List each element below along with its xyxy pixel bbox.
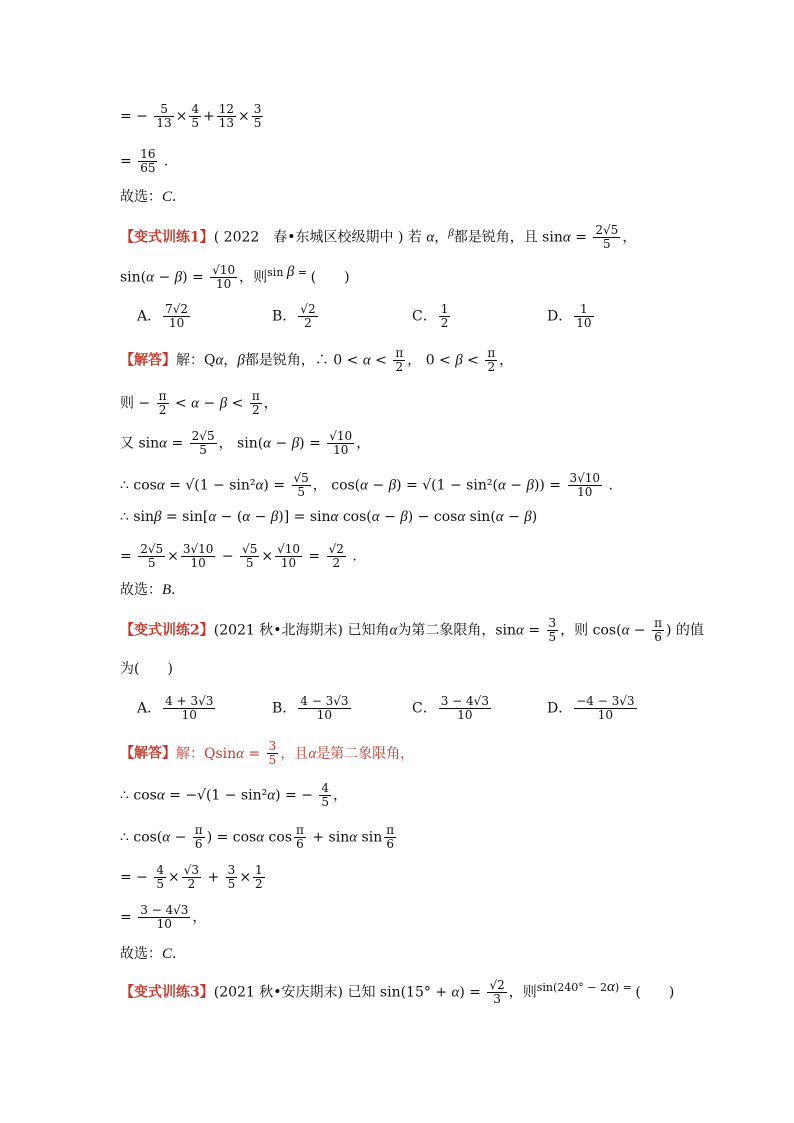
solution-2-line: 【解答】解：Qsinα = $\frac{3}{5}$ ，且α是第二象限角，	[120, 739, 415, 767]
option-d[interactable]: D． $\frac{-4 - 3√3}{10}$	[547, 694, 635, 722]
exercise-2-title-cont: 为( )	[120, 661, 173, 677]
solution-2-line: ∴ cosα = −√(1 − sin²α) = − $\frac{4}{5}$ ，	[120, 781, 348, 809]
exercise-2-title: 【变式训练2】(2021 秋•北海期末) 已知角α为第二象限角，sinα = $\frac{3}{5}$ ，则 cos(α − $\frac{\pi}{6}$ ) 的值	[120, 616, 704, 644]
exercise-1-condition: sin(α − β) = $\frac{√10}{10}$ ，则$^{sin \beta =}$ ( )	[120, 263, 350, 292]
solution-1-line: = $\frac{2√5}{5}$ × $\frac{3√10}{10}$ − $\frac{√5}{5}$ × $\frac{√10}{10}$ = $\frac{√2}{2}$ .	[120, 542, 357, 570]
option-c[interactable]: C． $\frac{3 - 4√3}{10}$	[412, 694, 489, 722]
option-a[interactable]: A． $\frac{4 + 3√3}{10}$	[137, 694, 214, 722]
solution-1-line: 【解答】解：Qα，β都是锐角，∴ 0 < α < $\frac{\pi}{2}$ ， 0 < β < $\frac{\pi}{2}$ ，	[120, 346, 514, 374]
solution-2-line: ∴ cos(α − $\frac{\pi}{6}$ ) = cosα cos $\frac{\pi}{6}$ + sinα sin $\frac{\pi}{6}$	[120, 823, 395, 851]
solution-1-line: ∴ sinβ = sin[α − (α − β)] = sinα cos(α − β) − cosα sin(α − β)	[120, 509, 538, 525]
solution-1-line: 又 sinα = $\frac{2√5}{5}$ ， sin(α − β) = $\frac{√10}{10}$ ，	[120, 429, 371, 457]
solution-1-line: 则 − $\frac{\pi}{2}$ < α − β < $\frac{\pi}{2}$ ，	[120, 389, 278, 417]
math-line: = − $\frac{5}{13}$ × $\frac{4}{5}$ + $\frac{12}{13}$ × $\frac{3}{5}$	[120, 102, 262, 130]
solution-2-line: = $\frac{3 - 4√3}{10}$ ，	[120, 903, 207, 931]
math-line: = $\frac{16}{65}$ .	[120, 147, 169, 175]
option-b[interactable]: B． $\frac{4 - 3√3}{10}$	[272, 694, 349, 722]
option-a[interactable]: A． $\frac{7√2}{10}$	[137, 302, 189, 330]
answer-line: 故选：B．	[120, 582, 186, 598]
exercise-1-title: 【变式训练1】( 2022 春•东城区校级期中 ) 若 α，$^\beta$都是锐角，且 sinα = $\frac{2√5}{5}$ ，	[120, 223, 637, 252]
answer-line: 故选：C．	[120, 946, 187, 962]
exercise-3-title: 【变式训练3】(2021 秋•安庆期末) 已知 sin(15° + α) = $\frac{√2}{3}$ ，则$^{sin(240^\circ - 2\alpha) =}$ ( )	[120, 978, 675, 1007]
solution-1-line: ∴ cosα = √(1 − sin²α) = $\frac{√5}{5}$ ， cos(α − β) = √(1 − sin²(α − β)) = $\frac{3√10}{10}$ .	[120, 471, 613, 499]
solution-2-line: = − $\frac{4}{5}$ × $\frac{√3}{2}$ + $\frac{3}{5}$ × $\frac{1}{2}$	[120, 863, 263, 891]
option-b[interactable]: B． $\frac{√2}{2}$	[272, 302, 316, 330]
option-d[interactable]: D． $\frac{1}{10}$	[547, 302, 592, 330]
option-c[interactable]: C． $\frac{1}{2}$	[412, 302, 449, 330]
answer-line: 故选：C．	[120, 189, 187, 205]
